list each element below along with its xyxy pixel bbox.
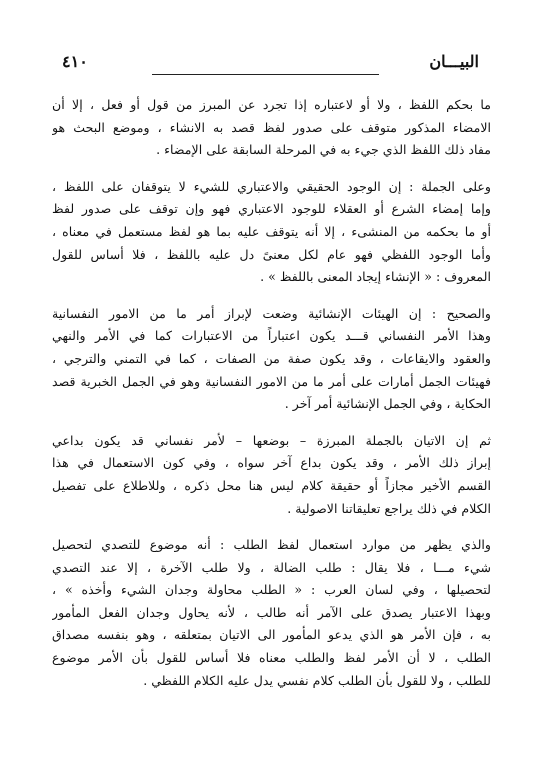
text-line: وبهذا الاعتبار يصدق على الآمر أنه طالب ، لأنه يحاول وجدان الفعل المأمور	[52, 604, 491, 620]
text-line: وإما إمضاء الشرع أو العقلاء للوجود الاعتباري فهو وإن توقف على صدور لفظ	[52, 201, 491, 217]
text-line: وعلى الجملة : إن الوجود الحقيقي والاعتباري للشيء لا يتوقفان على اللفظ ،	[52, 178, 491, 194]
header-rule	[152, 74, 379, 75]
text-line: وأما الوجود اللفظي فهو عام لكل معنىً دل عليه باللفظ ، فلا أساس للقول	[52, 246, 491, 262]
paragraph-1	[52, 94, 491, 162]
paragraph-5	[52, 534, 491, 692]
text-line: الحكاية ، وفي الجمل الإنشائية أمر آخر .	[284, 396, 491, 412]
text-line: مفاد ذلك اللفظ الذي جيء به في المرحلة السابقة على الإمضاء .	[156, 142, 491, 158]
text-line: به ، فإن الأمر هو الذي يدعو المأمور الى الاتيان بمتعلقه ، وهو بنفسه مصداق	[52, 627, 491, 643]
text-line: وهذا الأمر النفساني قـــد يكون اعتباراً من الاعتبارات كما في الأمر والنهي	[52, 328, 491, 344]
text-line: إبراز ذلك الأمر ، وقد يكون بداع آخر سواه ، وفي كون الاستعمال في هذا	[52, 455, 491, 471]
text-line: والصحيح : إن الهيئات الإنشائية وضعت لإبراز أمر ما من الامور النفسانية	[52, 305, 491, 321]
text-line: الكلام في ذلك يراجع تعليقاتنا الاصولية .	[287, 500, 491, 516]
text-line: فهيئات الجمل أمارات على أمر ما من الامور النفسانية وهو في الجمل الخبرية قصد	[52, 373, 491, 389]
paragraph-4	[52, 430, 491, 520]
text-line: لتحصيلها ، وفي لسان العرب : « الطلب محاولة وجدان الشيء وأخذه » ،	[52, 582, 491, 598]
paragraph-3	[52, 303, 491, 416]
text-line: ما بحكم اللفظ ، ولا أو لاعتباره إذا تجرد عن المبرز من قول أو فعل ، إلا أن	[52, 97, 491, 112]
text-line: أو ما بحكمه من المنشىء ، إلا أنه يتوقف عليه بما هو لفظ مستعمل في معناه ،	[52, 223, 491, 239]
text-line: والذي يظهر من موارد استعمال لفظ الطلب : أنه موضوع للتصدي لتحصيل	[52, 537, 491, 553]
text-line: المعروف : « الإنشاء إيجاد المعنى باللفظ » .	[260, 269, 491, 285]
text-line: ثم إن الاتيان بالجملة المبرزة – بوضعها – لأمر نفساني قد يكون بداعي	[52, 432, 491, 448]
text-line: الامضاء المذكور متوقف على صدور لفظ قصد به الانشاء ، وموضع البحث هو	[52, 119, 491, 135]
page-number: ٤١٠	[62, 52, 88, 71]
running-head: البيـــان	[429, 52, 479, 71]
page-body	[52, 94, 491, 698]
text-line: والعقود والايقاعات ، وقد يكون صفة من الصفات ، كما في التمني والترجي ،	[52, 350, 491, 366]
text-line: الطلب ، لا أن الأمر لفظ والطلب معناه فلا أساس للقول بأن الأمر موضوع	[52, 650, 491, 666]
page-header	[62, 52, 479, 78]
paragraph-2	[52, 176, 491, 289]
text-line: شيء مـــا ، فلا يقال : طلب الضالة ، ولا طلب الآخرة ، إلا عند التصدي	[52, 559, 491, 575]
text-line: للطلب ، ولا للقول بأن الطلب كلام نفسي يدل عليه الكلام اللفظي .	[143, 672, 491, 688]
text-line: القسم الأخير مجازاً أو حقيقة كلام ليس هنا محل ذكره ، وللاطلاع على تفصيل	[52, 477, 491, 493]
